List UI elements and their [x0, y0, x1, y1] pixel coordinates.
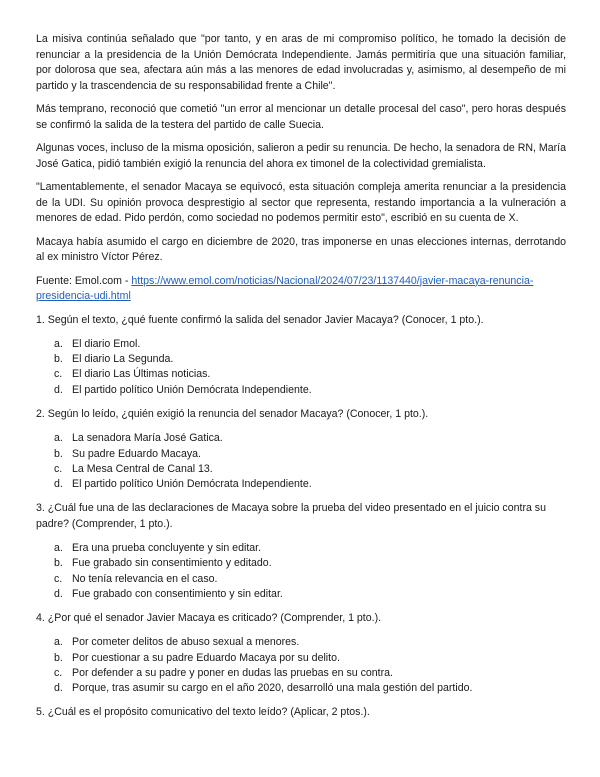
option-letter: c. [54, 572, 63, 585]
source-link[interactable]: https://www.emol.com/noticias/Nacional/2024/07/23/1137440/javier-macaya-renuncia-presidencia-udi.html [36, 274, 534, 302]
option-letter: a. [54, 338, 63, 350]
option [36, 352, 566, 367]
option-letter: b. [54, 651, 63, 664]
option-text: El diario Emol. [72, 338, 141, 350]
option [36, 383, 566, 398]
source-line [36, 274, 566, 305]
option [36, 541, 566, 556]
option-letter: b. [54, 353, 63, 366]
option-text: No tenía relevancia en el caso. [72, 572, 218, 585]
source-prefix: Fuente: Emol.com - [36, 274, 132, 287]
option-letter: b. [54, 557, 63, 570]
option-text: Por cometer delitos de abuso sexual a menores. [72, 636, 300, 649]
option [36, 572, 566, 587]
option [36, 447, 566, 462]
option-text: Era una prueba concluyente y sin editar. [72, 542, 262, 555]
question-1: 1. Según el texto, ¿qué fuente confirmó la salida del senador Javier Macaya? (Conocer, 1 pto.). [36, 313, 484, 326]
question-2-options [36, 431, 566, 492]
paragraph: Macaya había asumido el cargo en diciembre de 2020, tras imponerse en unas elecciones internas, derrotando al ex ministro Víctor Pérez. [36, 235, 566, 263]
option-text: Su padre Eduardo Macaya. [72, 447, 201, 460]
option-letter: d. [54, 477, 63, 490]
option-letter: a. [54, 432, 63, 445]
question-5: 5. ¿Cuál es el propósito comunicativo del texto leído? (Aplicar, 2 ptos.). [36, 706, 370, 719]
paragraph: Algunas voces, incluso de la misma oposición, salieron a pedir su renuncia. De hecho, la senadora de RN, María José Gatica, pidió también exigió la renuncia del ahora ex timonel de la colectividad gremialista. [36, 142, 566, 170]
option [36, 587, 566, 602]
paragraph: La misiva continúa señalado que "por tanto, y en aras de mi compromiso político, he tomado la decisión de renunciar a la presidencia de la Unión Demócrata Independiente. Jamás permitiría que una situación familiar, por dolorosa que sea, afectara aún más a las menores de edad involucradas y, asimismo, al desempeño de mi partido y la trascendencia de su responsabilidad frente a Chile". [36, 33, 566, 92]
option-text: El partido político Unión Demócrata Independiente. [72, 383, 312, 396]
question-3-options [36, 541, 566, 602]
option-letter: c. [54, 368, 63, 381]
option-letter: b. [54, 447, 63, 460]
option-text: El diario Las Últimas noticias. [72, 368, 211, 381]
option [36, 477, 566, 492]
option-text: El diario La Segunda. [72, 353, 174, 366]
question-2: 2. Según lo leído, ¿quién exigió la renuncia del senador Macaya? (Conocer, 1 pto.). [36, 407, 429, 420]
question-4-options [36, 635, 566, 696]
option [36, 431, 566, 446]
option-letter: a. [54, 636, 63, 649]
option [36, 681, 566, 696]
option [36, 462, 566, 477]
question-4: 4. ¿Por qué el senador Javier Macaya es criticado? (Comprender, 1 pto.). [36, 611, 382, 624]
option-letter: c. [54, 462, 63, 475]
option-letter: d. [54, 587, 63, 600]
question-1-options [36, 337, 566, 398]
option [36, 635, 566, 650]
option-text: Fue grabado sin consentimiento y editado. [72, 557, 272, 570]
paragraph: "Lamentablemente, el senador Macaya se equivocó, esta situación compleja amerita renunciar a la presidencia de la UDI. Su opinión provoca desprestigio al sector que representa, restando importancia a la vulneración a menores de edad. Pido perdón, como sociedad no podemos permitir esto", escribió en su cuenta de X. [36, 181, 566, 224]
option [36, 666, 566, 681]
option [36, 337, 566, 352]
option-text: Porque, tras asumir su cargo en el año 2020, desarrolló una mala gestión del partido. [72, 682, 473, 695]
option-letter: d. [54, 682, 63, 695]
option-text: Por cuestionar a su padre Eduardo Macaya por su delito. [72, 651, 340, 664]
option-letter: c. [54, 666, 63, 679]
option [36, 651, 566, 666]
option-letter: a. [54, 542, 63, 555]
paragraph: Más temprano, reconoció que cometió "un error al mencionar un detalle procesal del caso", pero horas después se confirmó la salida de la testera del partido de calle Suecia. [36, 103, 566, 131]
option-text: La senadora María José Gatica. [72, 432, 223, 445]
option-text: Por defender a su padre y poner en dudas las pruebas en su contra. [72, 666, 393, 679]
option [36, 367, 566, 382]
option [36, 556, 566, 571]
option-text: El partido político Unión Demócrata Independiente. [72, 477, 312, 490]
option-letter: d. [54, 383, 63, 396]
document-page [36, 32, 566, 730]
questions [36, 313, 566, 721]
option-text: La Mesa Central de Canal 13. [72, 462, 213, 475]
option-text: Fue grabado con consentimiento y sin editar. [72, 587, 283, 600]
question-3: 3. ¿Cuál fue una de las declaraciones de Macaya sobre la prueba del video presentado en el juicio contra su padre? (Comprender, 1 pto.). [36, 502, 546, 530]
